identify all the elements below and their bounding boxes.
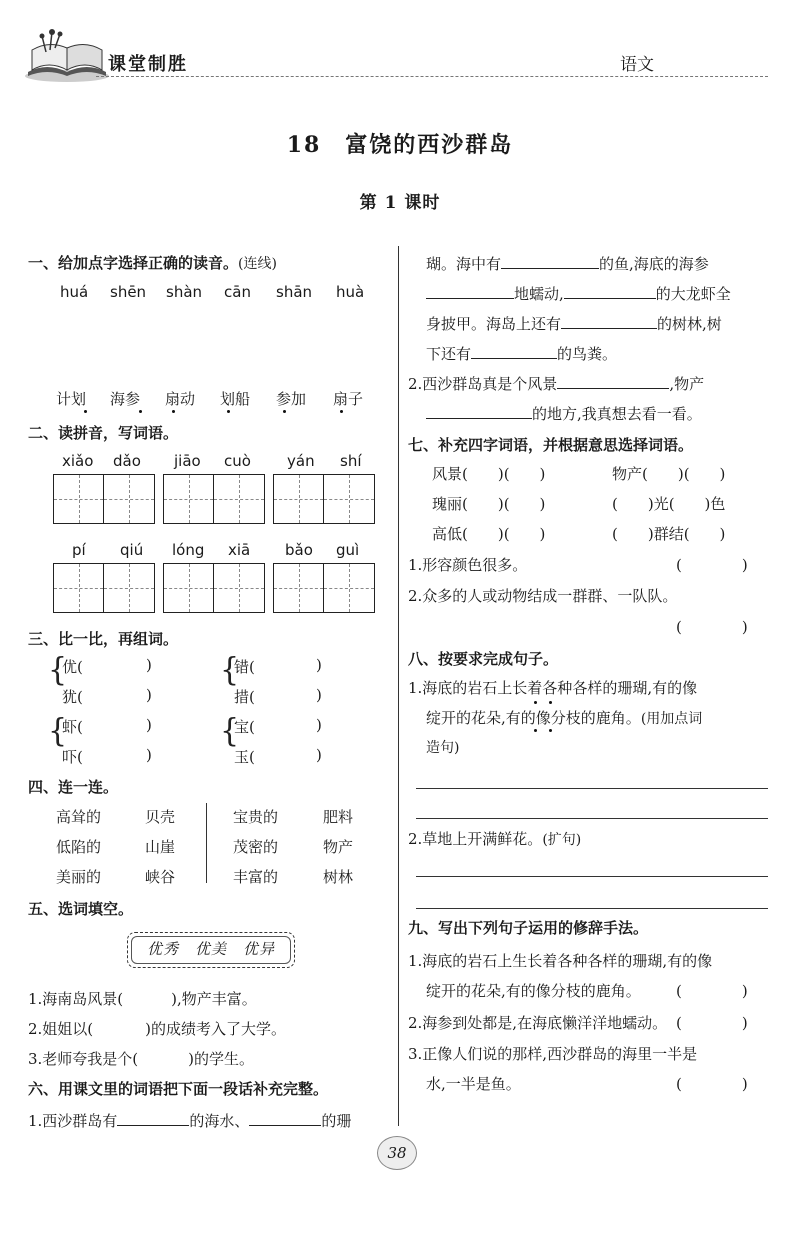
idiom-q2: 2.众多的人或动物结成一群群、一队队。	[408, 587, 678, 605]
answer-blank[interactable]	[501, 255, 599, 269]
paren-close: )	[316, 746, 322, 764]
para-text: 2.西沙群岛真是个风景	[408, 375, 558, 393]
section-8-heading: 八、按要求完成句子。	[408, 650, 559, 668]
column-divider	[398, 246, 399, 1126]
brace: {	[220, 652, 240, 689]
writing-grid[interactable]	[53, 563, 155, 613]
para-text: 下还有	[426, 345, 472, 363]
pinyin-long: lóng	[172, 541, 205, 559]
sentence-q1: 1.海底的岩石上长着各种各样的珊瑚,有的像	[408, 679, 698, 697]
para-text: 的树林,树	[657, 315, 722, 333]
pinyin-3: shàn	[166, 283, 203, 301]
pinyin-qiu: qiú	[120, 541, 144, 559]
lesson-label: 第 1 课时	[359, 193, 441, 213]
grid-cell[interactable]	[324, 475, 374, 523]
pinyin-yan: yán	[287, 452, 315, 470]
grid-cell[interactable]	[274, 564, 324, 612]
pinyin-1: huá	[60, 283, 89, 301]
word-4: 划船	[220, 390, 251, 408]
idiom-fill: 物产( )( )	[612, 465, 726, 483]
emphasis-dot	[534, 701, 537, 704]
sentence-q2	[408, 828, 581, 849]
paren-close: )	[316, 716, 322, 734]
section-6-heading: 六、用课文里的词语把下面一段话补充完整。	[28, 1080, 329, 1098]
answer-blank[interactable]	[564, 285, 656, 299]
section-3-heading: 三、比一比，再组词。	[28, 630, 179, 648]
paren-close: )	[146, 656, 152, 674]
writing-grid[interactable]	[163, 563, 265, 613]
sentence-text: 绽开的花朵,	[426, 709, 506, 727]
para-line-6	[408, 373, 704, 394]
pinyin-bao: bǎo	[285, 541, 313, 559]
compare-char: 优(	[62, 658, 83, 676]
section-4-heading: 四、连一连。	[28, 778, 119, 796]
pinyin-4: cān	[224, 283, 251, 301]
para-text: 的海水、	[189, 1112, 250, 1130]
answer-line[interactable]	[416, 876, 768, 877]
pinyin-gui: guì	[336, 541, 360, 559]
match-item: 宝贵的	[233, 808, 279, 826]
sentence-q1-line2	[426, 707, 702, 728]
para-text: 1.西沙群岛有	[28, 1112, 118, 1130]
pinyin-jiao: jiāo	[174, 452, 201, 470]
brand-title: 课堂制胜	[108, 54, 188, 75]
para-text: ,物产	[669, 375, 705, 393]
word-bank: 优秀 优美 优异	[127, 932, 295, 968]
grid-cell[interactable]	[164, 475, 214, 523]
grid-cell[interactable]	[164, 564, 214, 612]
para-line-3	[426, 283, 731, 304]
match-divider	[206, 803, 207, 883]
rhetoric-q2: 2.海参到处都是,在海底懒洋洋地蠕动。	[408, 1014, 668, 1032]
answer-blank[interactable]	[249, 1112, 321, 1126]
pinyin-pi: pí	[72, 541, 86, 559]
match-item: 丰富的	[233, 868, 279, 886]
section-1-heading	[28, 252, 277, 273]
writing-grid[interactable]	[53, 474, 155, 524]
pinyin-2: shēn	[110, 283, 147, 301]
emphasis-dot	[227, 410, 230, 413]
compare-char: 错(	[234, 658, 255, 676]
grid-cell[interactable]	[54, 475, 104, 523]
para-line-1	[28, 1110, 351, 1131]
grid-cell[interactable]	[274, 475, 324, 523]
grid-cell[interactable]	[214, 475, 264, 523]
word-6: 扇子	[333, 390, 364, 408]
fill-q3-a: 3.老师夸我是个(	[28, 1050, 139, 1068]
emphasis-dot	[139, 410, 142, 413]
emphasis-dot	[340, 410, 343, 413]
para-text: 的鸟粪。	[557, 345, 618, 363]
paren-close: )	[316, 686, 322, 704]
emphasis-dot	[549, 701, 552, 704]
fill-q2	[28, 1018, 286, 1039]
fill-q2-b: )的成绩考入了大学。	[145, 1020, 287, 1038]
pinyin-xiao: xiǎo	[62, 452, 94, 470]
header-divider	[96, 76, 768, 77]
compare-char: 玉(	[234, 748, 255, 766]
para-line-5	[426, 343, 617, 364]
compare-char: 宝(	[234, 718, 255, 736]
grid-cell[interactable]	[324, 564, 374, 612]
emphasis-dot	[549, 729, 552, 732]
para-text: 的鱼,海底的海参	[599, 255, 709, 273]
fill-q1-b: ),物产丰富。	[171, 990, 257, 1008]
para-text: 的珊	[321, 1112, 352, 1130]
writing-grid[interactable]	[273, 563, 375, 613]
grid-cell[interactable]	[104, 475, 154, 523]
idiom-q1: 1.形容颜色很多。	[408, 556, 528, 574]
word-2: 海参	[110, 390, 141, 408]
match-item: 肥料	[323, 808, 354, 826]
brace: {	[48, 713, 68, 750]
answer-line[interactable]	[416, 788, 768, 789]
section-2-heading: 二、读拼音，写词语。	[28, 424, 179, 442]
fill-q2-a: 2.姐姐以(	[28, 1020, 94, 1038]
match-item: 贝壳	[145, 808, 176, 826]
emphasis-dot	[283, 410, 286, 413]
sentence-text: 2.草地上开满鲜花。	[408, 830, 543, 848]
para-line-4	[426, 313, 722, 334]
answer-line[interactable]	[416, 908, 768, 909]
sentence-note: (扩句)	[542, 832, 582, 848]
compare-char: 犹(	[62, 688, 83, 706]
match-item: 物产	[323, 838, 354, 856]
para-line-2	[426, 253, 709, 274]
idiom-fill: ( )群结( )	[612, 525, 726, 543]
match-item: 美丽的	[56, 868, 102, 886]
paren-close: )	[146, 746, 152, 764]
answer-blank[interactable]	[561, 315, 657, 329]
answer-paren[interactable]: ( )	[676, 1075, 748, 1093]
word-5: 参加	[276, 390, 307, 408]
sentence-text: 像分枝的鹿角。	[535, 709, 641, 727]
para-text: 地蠕动,	[514, 285, 564, 303]
rhetoric-q3: 3.正像人们说的那样,西沙群岛的海里一半是	[408, 1045, 698, 1063]
writing-grid[interactable]	[273, 474, 375, 524]
answer-paren[interactable]: ( )	[676, 618, 748, 636]
rhetoric-q3-line2: 水,一半是鱼。	[426, 1075, 521, 1093]
sentence-note: (用加点词	[640, 711, 703, 727]
dotted-words: 有的	[505, 709, 536, 727]
answer-line[interactable]	[416, 818, 768, 819]
match-item: 树林	[323, 868, 354, 886]
answer-blank[interactable]	[426, 285, 514, 299]
match-item: 峡谷	[145, 868, 176, 886]
match-item: 茂密的	[233, 838, 279, 856]
answer-paren[interactable]: ( )	[676, 556, 748, 574]
section-1-heading-text: 一、给加点字选择正确的读音。	[28, 254, 239, 272]
pinyin-xia: xiā	[228, 541, 251, 559]
writing-grid[interactable]	[163, 474, 265, 524]
pinyin-dao: dǎo	[113, 452, 141, 470]
word-1	[56, 388, 86, 409]
pinyin-5: shān	[276, 283, 313, 301]
brace: {	[48, 652, 68, 689]
emphasis-dot	[172, 410, 175, 413]
subject-label: 语文	[620, 55, 654, 75]
match-item: 高耸的	[56, 808, 102, 826]
section-9-heading: 九、写出下列句子运用的修辞手法。	[408, 919, 649, 937]
rhetoric-q1: 1.海底的岩石上生长着各种各样的珊瑚,有的像	[408, 952, 713, 970]
idiom-fill: 瑰丽( )( )	[432, 495, 546, 513]
pinyin-shi: shí	[340, 452, 362, 470]
fill-q3-b: )的学生。	[188, 1050, 255, 1068]
para-text: 身披甲。海岛上还有	[426, 315, 562, 333]
rhetoric-q1-line2: 绽开的花朵,有的像分枝的鹿角。	[426, 982, 641, 1000]
grid-cell[interactable]	[214, 564, 264, 612]
paren-close: )	[146, 716, 152, 734]
page-title: 18 富饶的西沙群岛	[286, 132, 514, 158]
emphasis-dot	[84, 410, 87, 413]
idiom-fill: 风景( )( )	[432, 465, 546, 483]
section-5-heading: 五、选词填空。	[28, 900, 134, 918]
answer-blank[interactable]	[426, 405, 532, 419]
match-item: 低陷的	[56, 838, 102, 856]
pinyin-6: huà	[336, 283, 365, 301]
answer-paren[interactable]: ( )	[676, 982, 748, 1000]
compare-char: 虾(	[62, 718, 83, 736]
idiom-fill: ( )光( )色	[612, 495, 726, 513]
fill-q1-a: 1.海南岛风景(	[28, 990, 124, 1008]
word-3: 扇动	[165, 390, 196, 408]
para-line-7	[426, 403, 702, 424]
section-1-note: (连线)	[238, 256, 277, 272]
brace: {	[220, 713, 240, 750]
word-1-text: 计划	[56, 390, 87, 408]
answer-blank[interactable]	[117, 1112, 189, 1126]
sentence-note-2: 造句)	[426, 740, 460, 756]
match-item: 山崖	[145, 838, 176, 856]
paren-close: )	[316, 656, 322, 674]
idiom-fill: 高低( )( )	[432, 525, 546, 543]
para-text: 瑚。海中有	[426, 255, 502, 273]
grid-cell[interactable]	[104, 564, 154, 612]
grid-cell[interactable]	[54, 564, 104, 612]
page-number: 38	[377, 1136, 417, 1170]
para-text: 的大龙虾全	[655, 285, 731, 303]
answer-blank[interactable]	[557, 375, 669, 389]
compare-char: 措(	[234, 688, 255, 706]
section-7-heading: 七、补充四字词语，并根据意思选择词语。	[408, 436, 694, 454]
paren-close: )	[146, 686, 152, 704]
para-text: 的地方,我真想去看一看。	[532, 405, 702, 423]
compare-char: 吓(	[62, 748, 83, 766]
pinyin-cuo: cuò	[224, 452, 251, 470]
fill-q1	[28, 988, 257, 1009]
emphasis-dot	[534, 729, 537, 732]
answer-blank[interactable]	[471, 345, 557, 359]
answer-paren[interactable]: ( )	[676, 1014, 748, 1032]
fill-q3	[28, 1048, 254, 1069]
